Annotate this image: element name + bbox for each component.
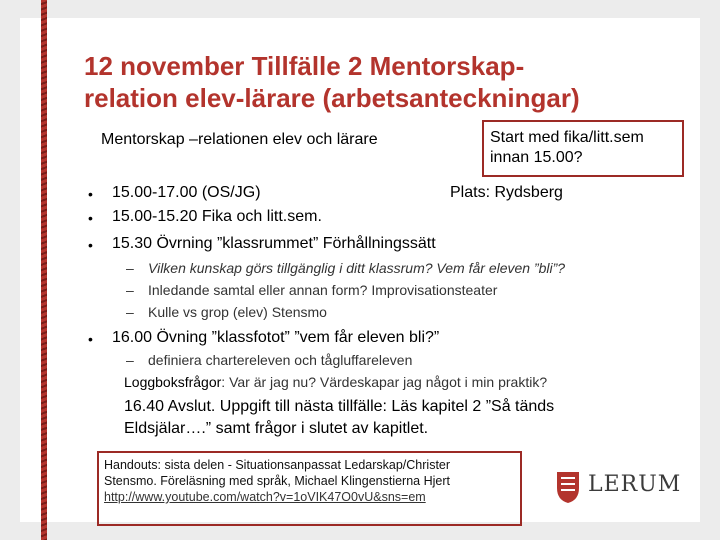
handouts-link[interactable]: http://www.youtube.com/watch?v=1oVIK47O0vU&sns=em [104, 490, 426, 504]
dash-marker: – [126, 282, 134, 298]
bullet-item-3: 15.30 Övrning ”klassrummet” Förhållningssätt [112, 235, 436, 252]
dash-marker: – [126, 304, 134, 320]
bullet-dot: • [88, 210, 93, 226]
sub-item-4: definiera chartereleven och tågluffareleven [148, 352, 413, 368]
avslut-line2: Eldsjälar….” samt frågor i slutet av kapitlet. [124, 420, 429, 437]
handouts-line2: Stensmo. Föreläsning med språk, Michael Klingenstierna Hjert [104, 474, 450, 488]
loggbok-label: Loggboksfrågor [124, 374, 222, 390]
decorative-rope [41, 0, 47, 540]
bullet-dot: • [88, 331, 93, 347]
start-note-line1: Start med fika/litt.sem [490, 129, 644, 146]
start-note-line2: innan 15.00? [490, 149, 583, 166]
dash-marker: – [126, 260, 134, 276]
bullet-dot: • [88, 237, 93, 253]
start-note-box [482, 120, 684, 177]
slide-title-line2: relation elev-lärare (arbetsanteckningar) [84, 83, 580, 113]
bullet-item-4: 16.00 Övning ”klassfotot” ”vem får eleven bli?” [112, 329, 440, 346]
bullet-item-2: 15.00-15.20 Fika och litt.sem. [112, 208, 322, 225]
avslut-line1: 16.40 Avslut. Uppgift till nästa tillfälle: Läs kapitel 2 ”Så tänds [124, 398, 555, 415]
slide-title-line1: 12 november Tillfälle 2 Mentorskap- [84, 51, 525, 81]
sub-item-1: Vilken kunskap görs tillgänglig i ditt klassrum? Vem får eleven ”bli”? [148, 260, 566, 276]
handouts-line1: Handouts: sista delen - Situationsanpassat Ledarskap/Christer [104, 458, 451, 472]
loggbok-line [124, 374, 547, 390]
lerum-logo-text: LERUM [588, 472, 682, 497]
handouts-box [97, 451, 522, 526]
sub-item-3: Kulle vs grop (elev) Stensmo [148, 304, 327, 320]
dash-marker: – [126, 352, 134, 368]
place-text: Plats: Rydsberg [450, 184, 563, 201]
slide-border-right [700, 0, 720, 540]
slide-subtitle: Mentorskap –relationen elev och lärare [101, 131, 378, 148]
sub-item-2: Inledande samtal eller annan form? Improvisationsteater [148, 282, 498, 298]
bullet-item-1: 15.00-17.00 (OS/JG) [112, 184, 261, 201]
loggbok-text: : Var är jag nu? Värdeskapar jag något i min praktik? [221, 374, 548, 390]
slide-title [84, 50, 684, 114]
slide-border-top [0, 0, 720, 18]
slide-border-left [0, 0, 20, 540]
bullet-dot: • [88, 186, 93, 202]
